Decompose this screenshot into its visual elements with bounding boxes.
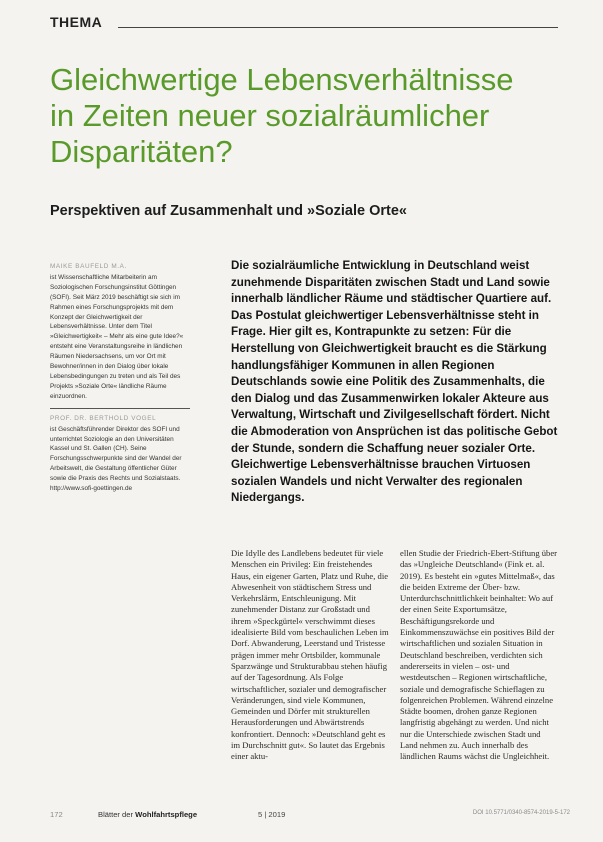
lead-text: Die sozialräumliche Entwicklung in Deutschland weist zunehmende Disparitäten zwischen Stadt und Land sowie innerhalb ländlicher Räume und städtischer Quartiere auf. Das Postulat gleichwertiger Lebensverhältnisse steht in Frage. Hier gilt es, Kontrapunkte zu setzen: Für die Herstellung von Gleichwertigkeit braucht es die Stärkung handlungsfähiger Kommunen in allen Regionen Deutschlands sowie eine Politik des Zusammenhalts, die den Dialog und das Zusammenwirken lokaler Akteure aus Verwaltung, Wirtschaft und Zivilgesellschaft fördert. Nicht die Abmoderation von Ansprüchen ist das politische Gebot der Stunde, sondern die Schaffung neuer sozialer Orte. Gleichwertige Lebensverhältnisse brauchen Virtuosen sozialen Wandels und nicht Verwalter des regionalen Niedergangs. <box>231 259 558 505</box>
lead-paragraph <box>231 258 561 507</box>
journal-name-bold: Wohlfahrtspflege <box>135 810 198 819</box>
journal-name-prefix: Blätter der <box>98 810 134 819</box>
title-line-1: Gleichwertige Lebensverhältnisse <box>50 62 514 97</box>
body-column-right <box>400 548 558 763</box>
body-text: Die Idylle des Landlebens bedeutet für viele Menschen ein Privileg: Ein freistehendes Haus, ein eigener Garten, Platz und Ruhe, die Abwesenheit von städtischem Stress und Verkehrslärm, Entschleunigung. Mit zunehmender Distanz zur Großstadt und ihrem »Speckgürtel« verschwimmt dieses idealisierte Bild vom beschaulichen Leben im Dorf. Abwanderung, Leerstand und Tristesse prägen immer mehr Ortsbilder, kommunale Sparzwänge und Strukturabbau stehen häufig auf der Tagesordnung. Als Folge wirtschaftlicher, sozialer und demografischer Veränderungen, sind viele Kommunen, Gemeinden und Dörfer mit strukturellen Herausforderungen und Abwärtstrends konfrontiert. Dennoch: »Deutschland geht es im Durchschnitt gut«. So lautet das Ergebnis einer aktu- <box>231 548 389 762</box>
author-block <box>50 262 190 402</box>
title-line-3: Disparitäten? <box>50 134 233 169</box>
body-column-left <box>231 548 389 763</box>
title-line-2: in Zeiten neuer sozialräumlicher <box>50 98 490 133</box>
author-name: MAIKE BAUFELD M.A. <box>50 263 127 270</box>
sidebar-divider <box>50 408 190 409</box>
author-bio <box>50 425 190 494</box>
author-bio <box>50 273 190 402</box>
author-website-link[interactable]: http://www.sofi-goettingen.de <box>50 485 133 493</box>
journal-name <box>98 810 197 819</box>
author-sidebar <box>50 262 190 494</box>
section-label: THEMA <box>50 14 103 30</box>
issue-number: 5 | 2019 <box>258 810 286 819</box>
article-title <box>50 62 570 170</box>
page-number: 172 <box>50 810 63 819</box>
author-bio-text: ist Geschäftsführender Direktor des SOFI und unterrichtet Soziologie an den Universitäten Kassel und St. Gallen (CH). Seine Forschungsschwerpunkte sind der Wandel der Arbeitswelt, die Gestaltung öffentlicher Güter sowie die Praxis des Rechts und Sozialstaats. <box>50 425 182 483</box>
author-bio-text: ist Wissenschaftliche Mitarbeiterin am Soziologischen Forschungsinstitut Göttingen (SOFI). Seit März 2019 beschäftigt sie sich im Rahmen eines Forschungsprojekts mit dem Konzept der Gleichwertigkeit der Lebensverhältnisse. Unter dem Titel »Gleichwertigkeit« – Mehr als eine gute Idee?« entsteht eine Veranstaltungsreihe in ländlichen Räumen Niedersachsens, um vor Ort mit Bewohner/innen in den Dialog über lokale Lebensbedingungen zu treten und als Teil des Projekts »Soziale Orte« ländliche Räume einzuordnen. <box>50 273 184 400</box>
body-text: ellen Studie der Friedrich-Ebert-Stiftung über das »Ungleiche Deutschland« (Fink et. al. 2019). Es besteht ein »gutes Mittelmaß«, das die beiden Extreme der Über- bzw. Unterdurchschnittlichkeit beinhaltet: Wo auf der einen Seite Exportumsätze, Beschäftigungsrekorde und Einkommenszuwächse ein positives Bild der wirtschaftlichen und sozialen Situation in Deutschland beschreiben, verdichten sich andererseits in vielen – ost- und westdeutschen – Regionen wirtschaftliche, soziale und demografische Schieflagen zu folgenreichen Problemen. Während einzelne Städte boomen, drohen ganze Regionen langfristig abgehängt zu werden. Und nicht nur die Unterschiede zwischen Stadt und Land nehmen zu. Auch innerhalb des ländlichen Raums wächst die Ungleichheit. <box>400 548 558 762</box>
section-divider <box>118 27 558 28</box>
author-name: PROF. DR. BERTHOLD VOGEL <box>50 414 157 422</box>
article-subtitle: Perspektiven auf Zusammenhalt und »Soziale Orte« <box>50 203 407 219</box>
page-footer <box>50 810 570 822</box>
doi-reference: DOI 10.5771/0340-8574-2019-5-172 <box>472 810 570 816</box>
author-block <box>50 414 190 494</box>
